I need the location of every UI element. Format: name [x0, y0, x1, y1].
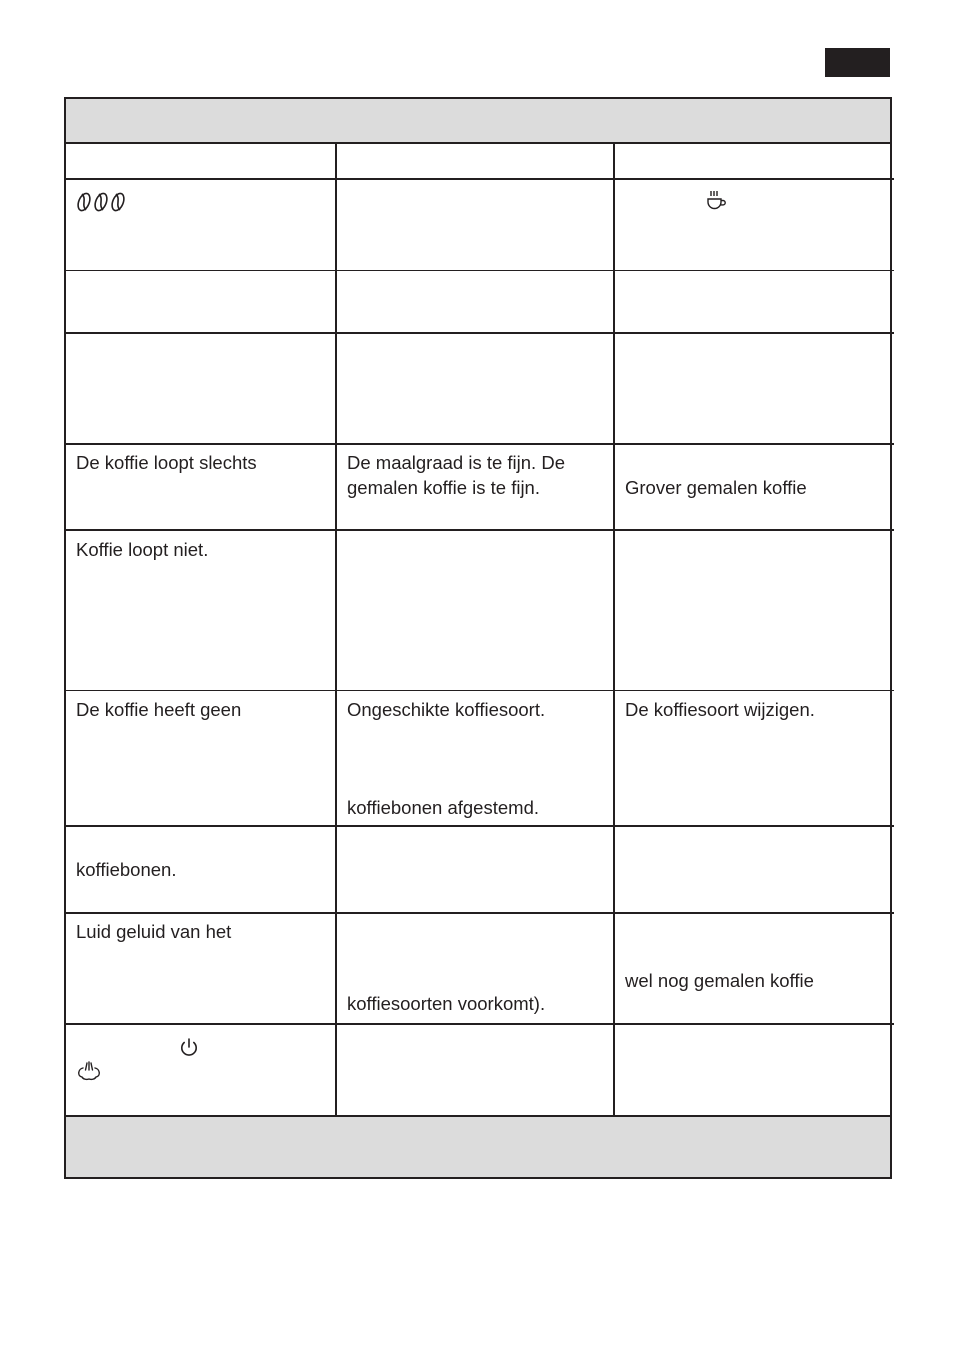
problem-cell: [66, 1025, 337, 1117]
cause-cell: [337, 691, 615, 825]
table-row: [66, 827, 894, 914]
remedy-cell: [615, 914, 890, 1023]
cause-cell: [337, 914, 615, 1023]
table-row: [66, 691, 894, 827]
cause-cell: [337, 271, 615, 332]
cause-cell: [337, 445, 615, 529]
cause-cell: [337, 827, 615, 912]
cause-text: koffiesoorten voorkomt).: [347, 993, 546, 1014]
remedy-cell: [615, 531, 890, 690]
problem-text: Koffie loopt niet.: [76, 539, 209, 560]
remedy-cell: [615, 180, 890, 270]
problem-cell: [66, 531, 337, 690]
cause-text: koffiebonen afgestemd.: [347, 797, 539, 818]
problem-cell: [66, 914, 337, 1023]
cause-text: Ongeschikte koffiesoort.: [347, 699, 546, 720]
remedy-cell: [615, 827, 890, 912]
problem-cell: [66, 334, 337, 443]
table-row: [66, 1025, 894, 1117]
table-row: [66, 914, 894, 1025]
problem-cell: [66, 827, 337, 912]
problem-cell: [66, 445, 337, 529]
steaming-cup-icon: [705, 190, 727, 212]
table-row: [66, 180, 894, 271]
cause-cell: [337, 334, 615, 443]
table-footer-band: [64, 1115, 892, 1179]
problem-text: De koffie heeft geen: [76, 699, 242, 720]
language-tab: [825, 48, 890, 77]
problem-cell: [66, 180, 337, 270]
column-header-remedy: [615, 142, 890, 178]
cause-text: gemalen koffie is te fijn.: [347, 477, 540, 498]
table-body: [64, 142, 892, 1117]
remedy-text: Grover gemalen koffie: [625, 477, 807, 498]
remedy-cell: [615, 691, 890, 825]
remedy-text: wel nog gemalen koffie: [625, 970, 814, 991]
remedy-cell: [615, 1025, 890, 1117]
remedy-text: De koffiesoort wijzigen.: [625, 699, 815, 720]
table-row: [66, 142, 894, 180]
troubleshooting-table: [64, 97, 892, 1179]
problem-cell: [66, 271, 337, 332]
problem-cell: [66, 691, 337, 825]
power-icon: [179, 1037, 199, 1059]
coffee-beans-icon: [76, 191, 128, 213]
table-row: [66, 271, 894, 334]
cause-text: De maalgraad is te fijn. De: [347, 452, 565, 473]
steam-icon: [76, 1061, 102, 1081]
column-header-problem: [66, 142, 337, 178]
problem-text: De koffie loopt slechts: [76, 452, 257, 473]
remedy-cell: [615, 271, 890, 332]
cause-cell: [337, 531, 615, 690]
problem-text: Luid geluid van het: [76, 921, 232, 942]
remedy-cell: [615, 445, 890, 529]
table-header-band: [64, 97, 892, 144]
table-row: [66, 334, 894, 445]
table-row: [66, 531, 894, 691]
problem-text: koffiebonen.: [76, 859, 177, 880]
column-header-cause: [337, 142, 615, 178]
table-row: [66, 445, 894, 531]
cause-cell: [337, 1025, 615, 1117]
remedy-cell: [615, 334, 890, 443]
cause-cell: [337, 180, 615, 270]
